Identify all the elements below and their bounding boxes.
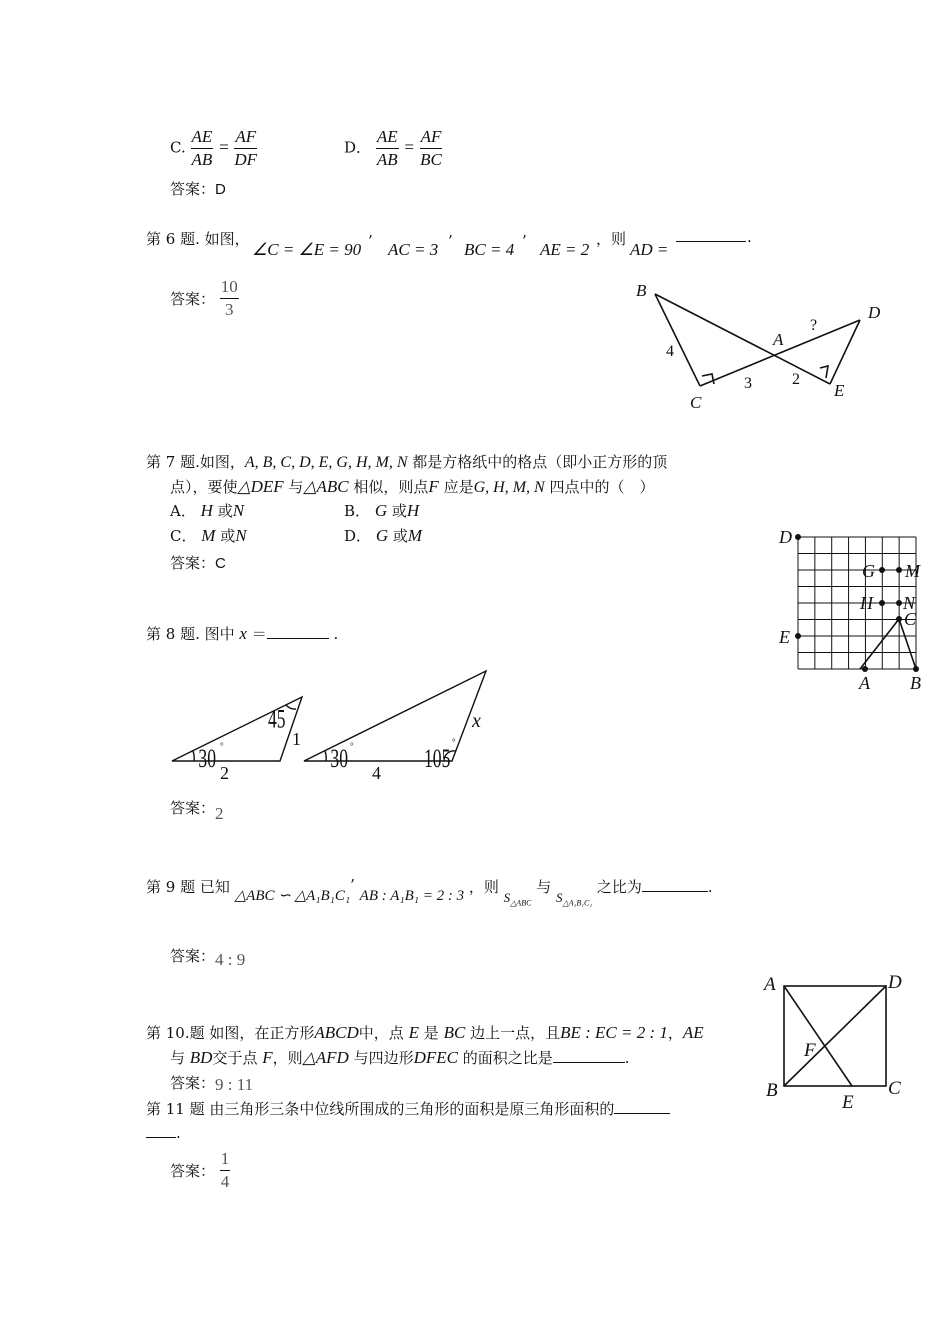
angle-label: 105 [424, 743, 451, 773]
q5-answer: 答案：D [170, 180, 226, 198]
q8-figure [168, 665, 498, 785]
q7-option-c: C． M 或N [170, 526, 247, 545]
point-label: A [773, 330, 784, 349]
fraction: $\frac{AF}{BC}$ [420, 127, 442, 169]
side-label: 2 [220, 763, 229, 783]
svg-text:°: ° [220, 741, 224, 751]
point-label: E [779, 627, 790, 647]
side-label: 2 [792, 371, 800, 388]
point-label: N [903, 593, 916, 613]
point-label: B [766, 1080, 778, 1101]
point-label: B [636, 281, 647, 300]
unknown-label: x [472, 710, 481, 732]
point-label: D [779, 527, 792, 547]
option-d-label: D． [344, 138, 372, 157]
fraction: $\frac{1}{4}$ [220, 1149, 230, 1191]
svg-text:°: ° [452, 737, 456, 747]
q6-condition-bc: BC = 4 [464, 240, 515, 259]
point-label: M [905, 561, 920, 581]
fraction: $\frac{AF}{DF}$ [234, 127, 258, 169]
q10-line1: 第 10.题 如图，在正方形ABCD中，点 E 是 BC 边上一点，且BE : EC = 2 : 1，AE [146, 1023, 704, 1042]
fraction: $\frac{AE}{AB}$ [376, 127, 398, 169]
point-label: G [862, 561, 875, 581]
point-label: E [834, 381, 845, 400]
unknown-mark: ? [810, 317, 818, 334]
point-label: A [764, 974, 776, 995]
q6-condition-angles: ∠C = ∠E = 90 [252, 240, 362, 259]
point-label: D [888, 972, 902, 993]
q7-option-a: A． H 或N [170, 501, 245, 520]
point-label: C [888, 1078, 901, 1099]
point-label: B [910, 673, 921, 693]
q6-condition-ae: AE = 2 [540, 240, 590, 259]
q10-answer: 答案：9 : 11 [170, 1074, 254, 1094]
point-label: F [804, 1040, 816, 1061]
q7-line2: 点），要使△DEF 与△ABC 相似，则点F 应是G, H, M, N 四点中的（ ） [170, 477, 655, 496]
answer-blank [642, 891, 708, 892]
point-label: A [859, 673, 870, 693]
side-label: 1 [292, 729, 301, 749]
q6-condition-ac: AC = 3 [388, 240, 439, 259]
option-c-label: C. [170, 138, 186, 157]
q7-line1: 第 7 题.如图，A, B, C, D, E, G, H, M, N 都是方格纸中的格点（即小正方形的顶 [146, 453, 668, 471]
side-label: 4 [666, 343, 674, 360]
point-label: C [690, 393, 702, 412]
angle-label: 45 [268, 703, 286, 734]
q8-text: 第 8 题. 图中 x ＝ . [146, 624, 339, 643]
q7-option-b: B． G 或H [344, 501, 420, 520]
q10-figure [760, 970, 910, 1113]
answer-blank-cont [146, 1137, 176, 1138]
angle-label: 30 [198, 743, 216, 773]
q11-text: 第 11 题 由三角形三条中位线所围成的三角形的面积是原三角形面积的 [146, 1098, 670, 1119]
answer-blank [614, 1113, 670, 1114]
q11-answer: 答案： $\frac{1}{4}$ [170, 1149, 230, 1191]
q7-answer: 答案：C [170, 554, 226, 572]
fraction: $\frac{10}{3}$ [220, 277, 238, 319]
q6-ask: AD = [630, 240, 669, 259]
q6-answer: 答案： $\frac{10}{3}$ [170, 277, 238, 319]
point-label: C [904, 609, 917, 629]
answer-blank [553, 1062, 625, 1063]
q6-figure [630, 280, 890, 410]
svg-text:°: ° [350, 741, 354, 751]
fraction: $\frac{AE}{AB}$ [191, 127, 213, 169]
q9-answer: 答案：4 : 9 [170, 947, 246, 969]
point-label: E [842, 1092, 854, 1113]
q9-text: 第 9 题 已知 △ABC ∽ △A₁B₁C₁’ AB : A₁B₁ = 2 : 3 ，则 $S_{\triangle ABC}$ 与 $S_{\triangle A_1B_1C_1}$ 之比为 . [146, 876, 713, 908]
point-label: H [860, 593, 873, 613]
q10-line2: 与 BD交于点 F，则△AFD 与四边形DFEC 的面积之比是 . [170, 1048, 630, 1067]
q5-option-c: C. $\frac{AE}{AB}$ = $\frac{AF}{DF}$ [170, 127, 258, 169]
side-label: 3 [744, 375, 752, 392]
point-label: D [868, 303, 881, 322]
answer-blank [267, 638, 329, 639]
q7-grid-figure [770, 525, 940, 700]
answer-blank [676, 241, 746, 242]
angle-label: 30 [330, 743, 348, 773]
q5-option-d: D． $\frac{AE}{AB}$ = $\frac{AF}{BC}$ [344, 127, 442, 169]
q8-answer: 答案：2 [170, 799, 224, 823]
side-label: 4 [372, 763, 381, 783]
q6-text: 第 6 题. 如图， [146, 230, 250, 248]
q7-option-d: D． G 或M [344, 526, 423, 545]
